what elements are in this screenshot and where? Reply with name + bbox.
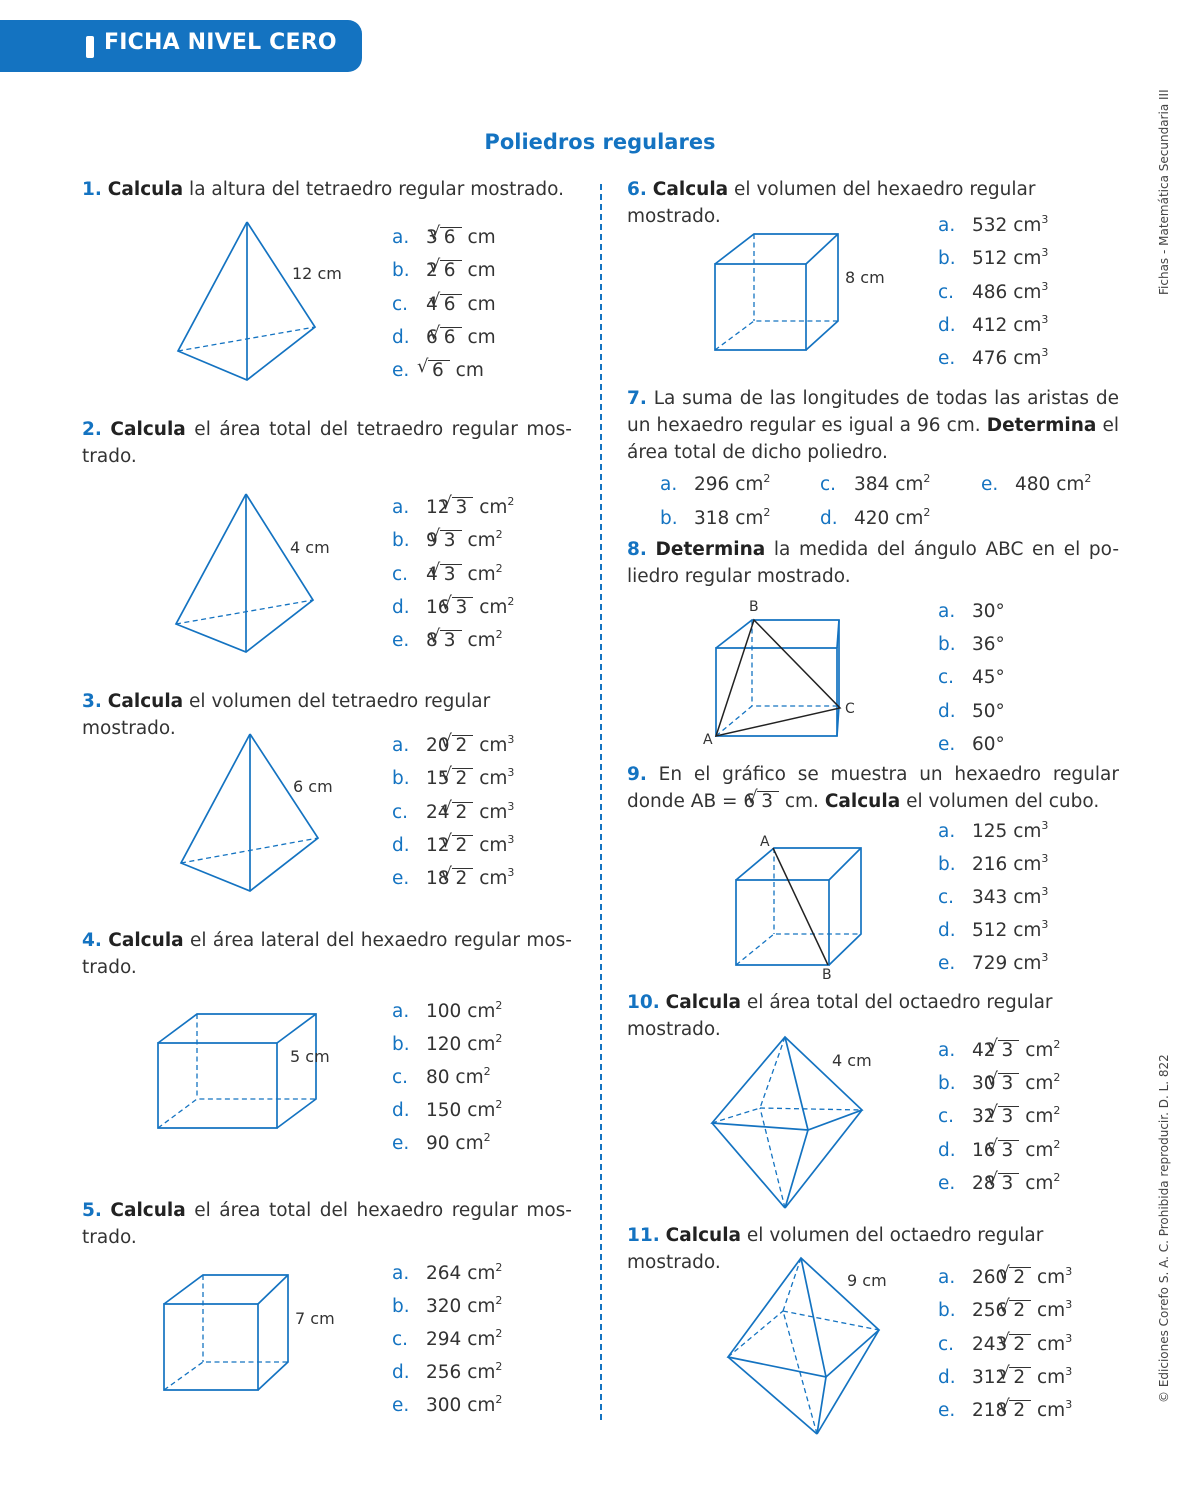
- option-q4-0[interactable]: a. 100 $cm^2$: [392, 999, 503, 1022]
- edge-label: 12 cm: [292, 264, 342, 283]
- sqrt-symbol: √ 2: [1009, 1400, 1031, 1421]
- option-q5-0[interactable]: a. 264 $cm^2$: [392, 1261, 503, 1284]
- sqrt-symbol: √ 2: [452, 868, 474, 889]
- option-q1-2[interactable]: c. 4√ 6 cm: [392, 293, 496, 317]
- option-q5-3[interactable]: d. 256 $cm^2$: [392, 1360, 503, 1383]
- option-q2-2[interactable]: c. 4√ 3 $cm^2$: [392, 563, 503, 587]
- sidebar-top: [1153, 90, 1177, 300]
- option-q7-b[interactable]: b. 318 $cm^2$: [660, 506, 771, 529]
- option-q10-2[interactable]: c. 32√ 3 $cm^2$: [938, 1105, 1060, 1129]
- option-q9-4[interactable]: e. 729 $cm^3$: [938, 951, 1049, 974]
- option-q6-2[interactable]: c. 486 $cm^3$: [938, 279, 1049, 303]
- option-q1-3[interactable]: d. 6√ 6 cm: [392, 326, 496, 350]
- sqrt-symbol: √ 2: [452, 835, 474, 856]
- option-q9-2[interactable]: c. 343 $cm^3$: [938, 885, 1049, 908]
- option-q1-4[interactable]: e.√ 6 cm: [392, 359, 484, 383]
- header-label: FICHA NIVEL CERO: [104, 30, 337, 55]
- point-label-a: A: [760, 834, 770, 850]
- option-q2-3[interactable]: d. 16√ 3 $cm^2$: [392, 596, 514, 620]
- option-q11-3[interactable]: d. 312√ 2 $cm^3$: [938, 1366, 1072, 1390]
- option-q10-1[interactable]: b. 30√ 3 $cm^2$: [938, 1072, 1060, 1096]
- option-q2-1[interactable]: b. 9√ 3 $cm^2$: [392, 529, 503, 553]
- question-8: 8. Determina la medida del ángulo ABC en el po-liedro regular mostrado.: [627, 539, 1119, 587]
- column-divider: [600, 184, 602, 1420]
- question-4: 4. Calcula el área lateral del hexaedro regular mos-trado.: [82, 930, 572, 978]
- sqrt-symbol: √ 2: [1009, 1267, 1031, 1288]
- option-q8-1[interactable]: b. 36°: [938, 634, 1005, 656]
- sqrt-symbol: √ 3: [998, 1106, 1020, 1127]
- sqrt-symbol: √ 6: [440, 294, 462, 315]
- sqrt-symbol: √ 3: [998, 1073, 1020, 1094]
- option-q3-2[interactable]: c. 24√ 2 $cm^3$: [392, 801, 514, 825]
- option-q7-a[interactable]: a. 296 $cm^2$: [660, 472, 771, 495]
- edge-label: 7 cm: [295, 1309, 335, 1328]
- question-6: 6. Calcula el volumen del hexaedro regular mostrado.: [627, 179, 1036, 227]
- option-q11-1[interactable]: b. 256√ 2 $cm^3$: [938, 1299, 1072, 1323]
- option-q6-0[interactable]: a. 532 $cm^3$: [938, 213, 1049, 236]
- option-q5-4[interactable]: e. 300 $cm^2$: [392, 1393, 503, 1416]
- option-q5-2[interactable]: c. 294 $cm^2$: [392, 1327, 503, 1350]
- page-title: Poliedros regulares: [484, 130, 716, 154]
- octahedron-figure-11: [0, 0, 1, 1]
- sqrt-symbol: √ 6: [428, 360, 450, 381]
- option-q7-d[interactable]: d. 420 $cm^2$: [820, 506, 931, 529]
- option-q1-0[interactable]: a. 3√ 6 cm: [392, 226, 496, 250]
- option-q9-0[interactable]: a. 125 $cm^3$: [938, 819, 1049, 842]
- option-q7-c[interactable]: c. 384 $cm^2$: [820, 472, 931, 495]
- sqrt-symbol: √ 2: [1009, 1367, 1031, 1388]
- option-q3-4[interactable]: e. 18√ 2 $cm^3$: [392, 867, 514, 891]
- option-q10-0[interactable]: a. 42√ 3 $cm^2$: [938, 1039, 1060, 1063]
- sqrt-symbol: √ 2: [1009, 1334, 1031, 1355]
- option-q11-2[interactable]: c. 243√ 2 $cm^3$: [938, 1333, 1072, 1357]
- option-q9-1[interactable]: b. 216 $cm^3$: [938, 852, 1049, 875]
- option-q3-1[interactable]: b. 15√ 2 $cm^3$: [392, 767, 514, 791]
- sqrt-symbol: √ 3: [452, 597, 474, 618]
- sqrt-symbol: √ 2: [452, 735, 474, 756]
- option-q4-1[interactable]: b. 120 $cm^2$: [392, 1032, 503, 1055]
- option-q2-0[interactable]: a. 12√ 3 $cm^2$: [392, 496, 514, 520]
- option-q6-4[interactable]: e. 476 $cm^3$: [938, 346, 1049, 370]
- edge-label: 9 cm: [847, 1271, 887, 1290]
- edge-label: 4 cm: [290, 538, 330, 557]
- sqrt-symbol: √ 6: [440, 327, 462, 348]
- option-q11-4[interactable]: e. 218√ 2 $cm^3$: [938, 1399, 1072, 1423]
- option-q3-0[interactable]: a. 20√ 2 $cm^3$: [392, 734, 514, 758]
- sqrt-symbol: √ 3: [998, 1173, 1020, 1194]
- question-10: 10. Calcula el área total del octaedro regular mostrado.: [627, 992, 1053, 1040]
- option-q4-2[interactable]: c. 80 $cm^2$: [392, 1065, 491, 1088]
- sidebar-bottom: [1153, 1035, 1177, 1405]
- option-q9-3[interactable]: d. 512 $cm^3$: [938, 918, 1049, 941]
- sqrt-symbol: √ 3: [998, 1140, 1020, 1161]
- option-q6-3[interactable]: d. 412 $cm^3$: [938, 312, 1049, 336]
- sqrt-symbol: √ 2: [452, 802, 474, 823]
- option-q1-1[interactable]: b. 2√ 6 cm: [392, 259, 496, 283]
- sqrt-symbol: √ 6: [440, 260, 462, 281]
- sqrt-symbol: √ 3: [998, 1040, 1020, 1061]
- edge-label: 5 cm: [290, 1047, 330, 1066]
- question-3: 3. Calcula el volumen del tetraedro regular mostrado.: [82, 691, 491, 739]
- option-q6-1[interactable]: b. 512 $cm^3$: [938, 246, 1049, 270]
- option-q8-3[interactable]: d. 50°: [938, 700, 1005, 722]
- question-1: 1. Calcula la altura del tetraedro regular mostrado.: [82, 179, 564, 200]
- option-q11-0[interactable]: a. 260√ 2 $cm^3$: [938, 1266, 1072, 1290]
- option-q10-4[interactable]: e. 28√ 3 $cm^2$: [938, 1172, 1060, 1196]
- edge-label: 6 cm: [293, 777, 333, 796]
- question-9: 9. En el gráfico se muestra un hexaedro regular donde AB = 6√ 3 cm. Calcula el volumen del cubo.: [627, 761, 1119, 815]
- sqrt-symbol: √ 2: [1009, 1300, 1031, 1321]
- option-q7-e[interactable]: e. 480 $cm^2$: [981, 472, 1092, 495]
- sqrt-symbol: √ 3: [440, 564, 462, 585]
- option-q8-2[interactable]: c. 45°: [938, 667, 1005, 689]
- question-7: 7. La suma de las longitudes de todas las aristas de un hexaedro regular es igual a 96 cm. Determina el área total de dicho poliedro.: [627, 388, 1119, 463]
- point-label-b: B: [822, 967, 832, 983]
- question-5: 5. Calcula el área total del hexaedro regular mos-trado.: [82, 1200, 572, 1248]
- option-q8-4[interactable]: e. 60°: [938, 733, 1005, 755]
- option-q8-0[interactable]: a. 30°: [938, 601, 1005, 622]
- edge-label: 8 cm: [845, 268, 885, 287]
- option-q2-4[interactable]: e. 8√ 3 $cm^2$: [392, 629, 503, 653]
- question-2: 2. Calcula el área total del tetraedro regular mos-trado.: [82, 419, 572, 467]
- sidebar-bottom-text: © Ediciones Corefo S. A. C. Prohibida reproducir. D. L. 822: [1157, 1054, 1171, 1403]
- header-marker: [86, 36, 94, 58]
- option-q4-3[interactable]: d. 150 $cm^2$: [392, 1098, 503, 1121]
- edge-label: 4 cm: [832, 1051, 872, 1070]
- sqrt-symbol: √ 3: [440, 630, 462, 651]
- option-q3-3[interactable]: d. 12√ 2 $cm^3$: [392, 834, 514, 858]
- sqrt-symbol: √ 2: [452, 768, 474, 789]
- point-label-b: B: [749, 599, 759, 615]
- point-label-a: A: [703, 732, 713, 748]
- sqrt-symbol: √ 6: [440, 227, 462, 248]
- sidebar-top-text: Fichas - Matemática Secundaria III: [1157, 89, 1171, 295]
- option-q4-4[interactable]: e. 90 $cm^2$: [392, 1131, 491, 1154]
- point-label-c: C: [845, 701, 855, 717]
- option-q5-1[interactable]: b. 320 $cm^2$: [392, 1294, 503, 1317]
- question-11: 11. Calcula el volumen del octaedro regular mostrado.: [627, 1225, 1044, 1273]
- option-q10-3[interactable]: d. 16√ 3 $cm^2$: [938, 1139, 1060, 1163]
- sqrt-symbol: √ 3: [452, 497, 474, 518]
- sqrt-symbol: √ 3: [440, 530, 462, 551]
